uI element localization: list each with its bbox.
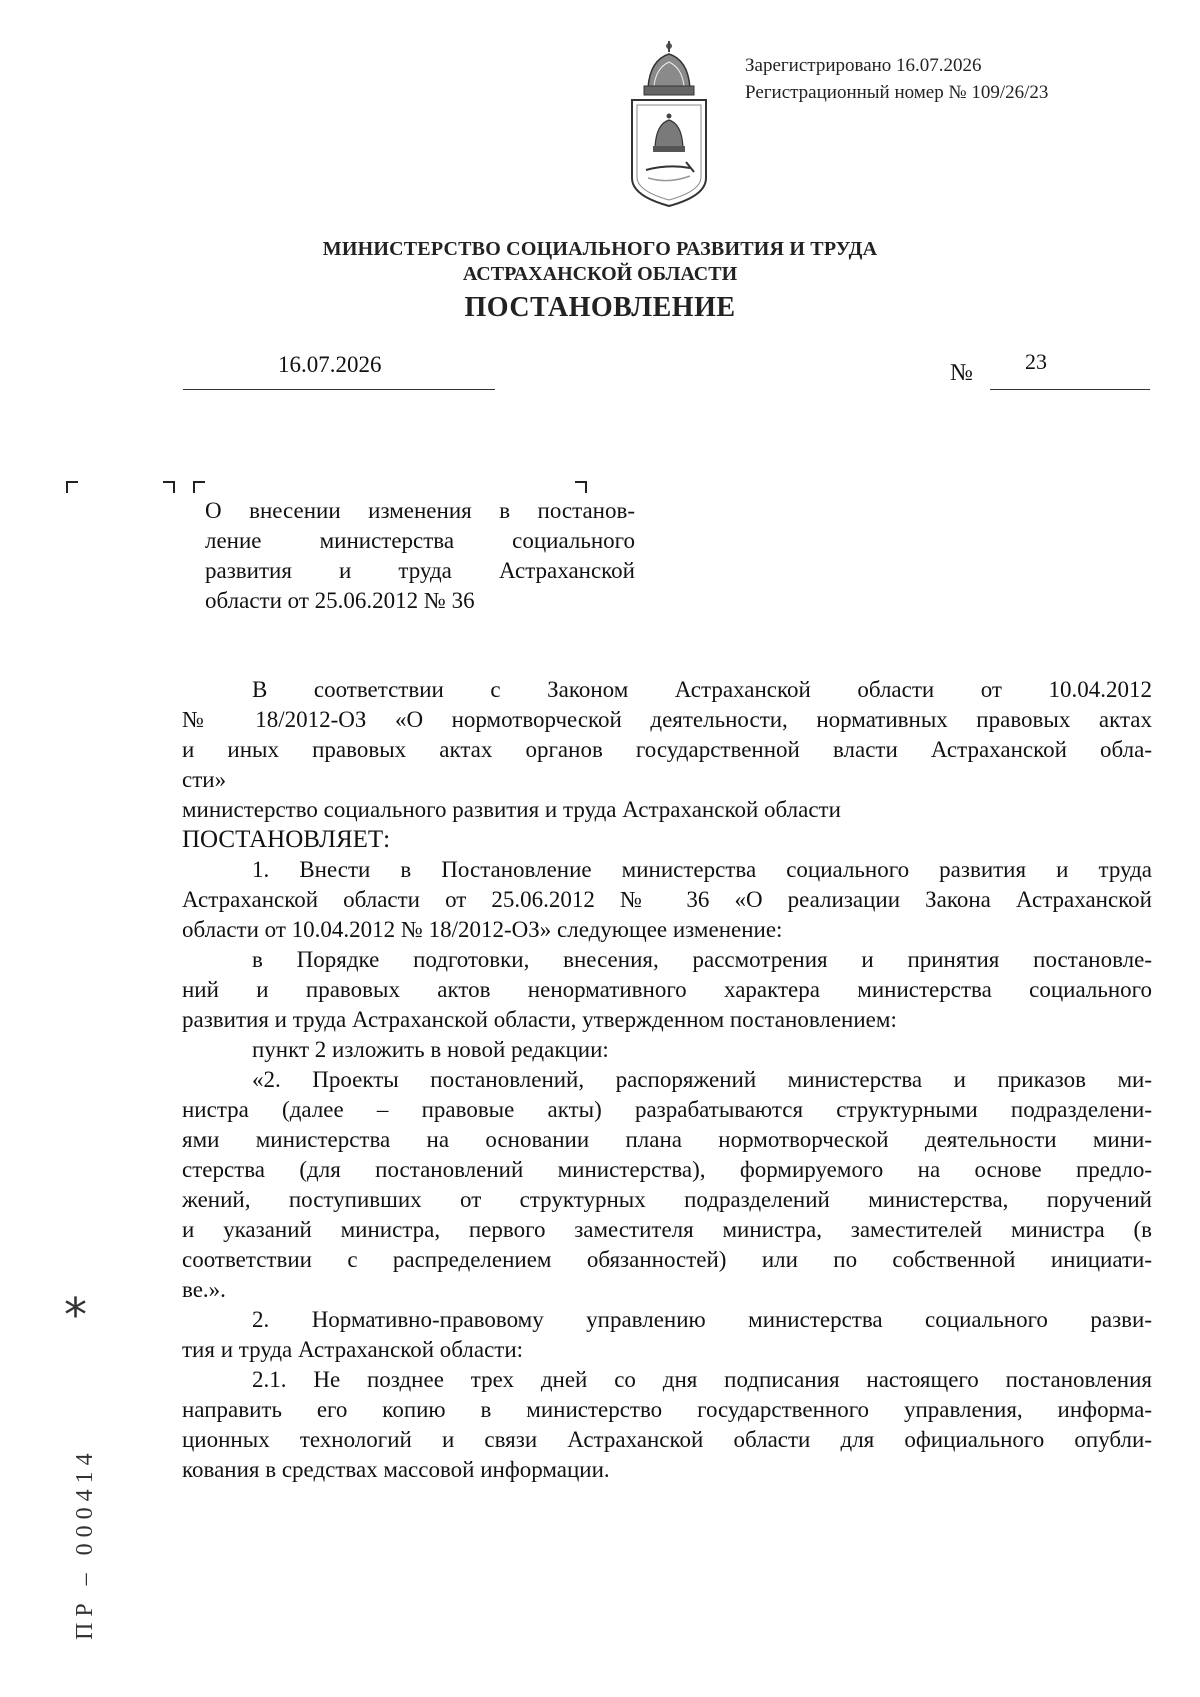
body-line: министерство социального развития и труда Астраханской области [182,797,841,822]
date-underline [183,389,495,390]
subject-line: области от 25.06.2012 № 36 [205,588,475,613]
registration-number: Регистрационный номер № 109/26/23 [745,82,1049,103]
corner-mark-left [66,481,78,493]
body-line: тия и труда Астраханской области: [182,1337,524,1362]
body-line: ционных технологий и связи Астраханской области для официального опубли- [182,1427,1152,1452]
number-sign: № [950,360,973,386]
body-line: кования в средствах массовой информации. [182,1457,610,1482]
corner-mark-right [575,481,587,493]
body-line: ний и правовых актов ненормативного характера министерства социального [182,977,1152,1002]
body-line: жений, поступивших от структурных подразделений министерства, поручений [182,1187,1152,1212]
body-line: ве.». [182,1277,226,1302]
margin-star-mark: * [64,1288,87,1342]
document-body [182,675,1152,1485]
document-type: ПОСТАНОВЛЕНИЕ [464,292,736,323]
body-line: и иных правовых актах органов государственной власти Астраханской обла- [182,737,1152,762]
registration-date: Зарегистрировано 16.07.2026 [745,55,982,76]
ministry-name-line2: АСТРАХАНСКОЙ ОБЛАСТИ [462,263,738,285]
body-line: области от 10.04.2012 № 18/2012-ОЗ» следующее изменение: [182,917,783,942]
subject-line: ление министерства социального [205,528,635,553]
body-line: стерства (для постановлений министерства), формируемого на основе предло- [182,1157,1152,1182]
ministry-name-line1: МИНИСТЕРСТВО СОЦИАЛЬНОГО РАЗВИТИЯ И ТРУДА [322,238,878,260]
body-line: ями министерства на основании плана нормотворческой деятельности мини- [182,1127,1152,1152]
body-line: и указаний министра, первого заместителя министра, заместителей министра (в [182,1217,1152,1242]
body-line: развития и труда Астраханской области, утвержденном постановлением: [182,1007,897,1032]
body-line-resolves: ПОСТАНОВЛЯЕТ: [182,826,391,853]
registration-stamp [745,52,1048,106]
body-line: Астраханской области от 25.06.2012 № 36 «О реализации Закона Астраханской [182,887,1152,912]
number-underline [990,389,1150,390]
body-line: 1. Внести в Постановление министерства социального развития и труда [252,857,1152,882]
body-line: «2. Проекты постановлений, распоряжений министерства и приказов ми- [252,1067,1152,1092]
subject-line: О внесении изменения в постанов- [205,498,635,523]
body-line: нистра (далее – правовые акты) разрабатываются структурными подразделени- [182,1097,1152,1122]
margin-serial-number: ПР – 000414 [72,1447,98,1640]
corner-mark-mid-right [193,481,205,493]
body-line: 2.1. Не позднее трех дней со дня подписания настоящего постановления [252,1367,1152,1392]
body-line: В соответствии с Законом Астраханской области от 10.04.2012 [252,677,1152,702]
body-line: № 18/2012-ОЗ «О нормотворческой деятельности, нормативных правовых актах [182,707,1152,732]
body-line: в Порядке подготовки, внесения, рассмотрения и принятия постановле- [252,947,1152,972]
body-line: 2. Нормативно-правовому управлению министерства социального разви- [252,1307,1152,1332]
body-line: сти» [182,767,227,792]
coat-of-arms-icon [628,38,710,208]
body-line: соответствии с распределением обязанностей) или по собственной инициати- [182,1247,1152,1272]
body-line: пункт 2 изложить в новой редакции: [252,1037,609,1062]
document-number: 23 [1025,349,1047,374]
document-subject [205,496,635,616]
document-date: 16.07.2026 [278,352,382,377]
corner-mark-mid-left [163,481,175,493]
subject-line: развития и труда Астраханской [205,558,635,583]
body-line: направить его копию в министерство государственного управления, информа- [182,1397,1152,1422]
